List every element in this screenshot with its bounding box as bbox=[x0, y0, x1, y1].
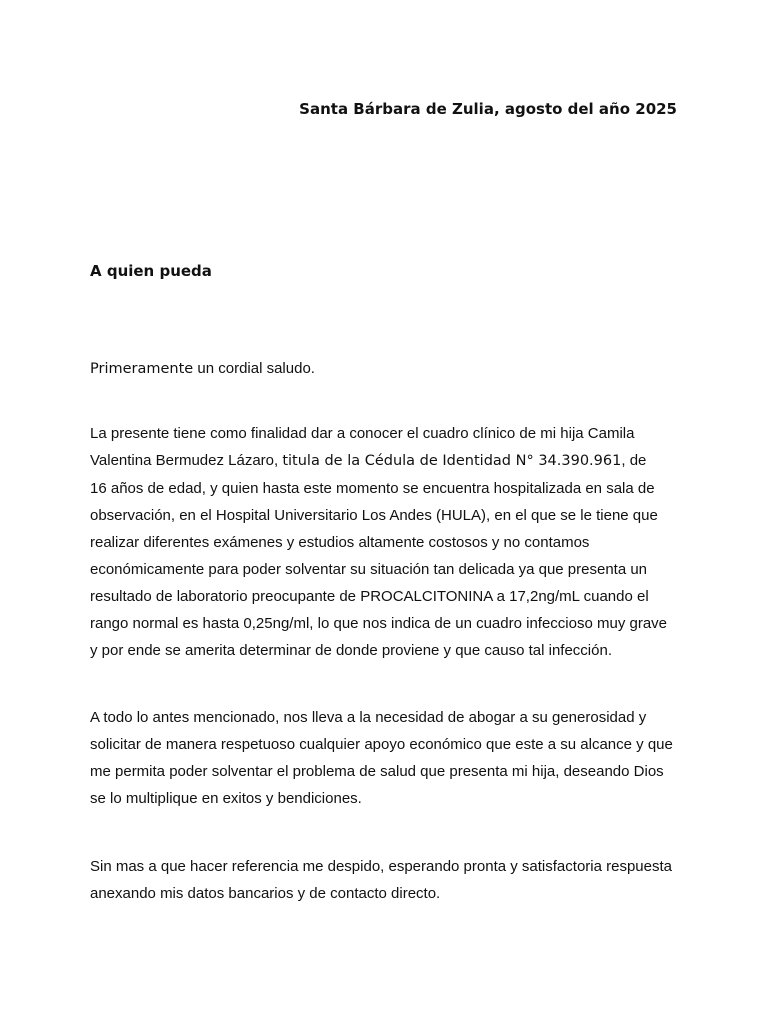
paragraph-line: realizar diferentes exámenes y estudios altamente costosos y no contamos bbox=[90, 534, 590, 551]
paragraph-line: 16 años de edad, y quien hasta este momento se encuentra hospitalizada en sala de bbox=[90, 480, 655, 497]
paragraph-line bbox=[90, 447, 680, 475]
paragraph-line: anexando mis datos bancarios y de contacto directo. bbox=[90, 885, 441, 902]
clinical-paragraph bbox=[90, 420, 680, 664]
paragraph-line: A todo lo antes mencionado, nos lleva a la necesidad de abogar a su generosidad y bbox=[90, 709, 647, 726]
line-tail: , de bbox=[621, 452, 647, 469]
greeting-line bbox=[90, 355, 680, 383]
greeting-rest: un cordial saludo. bbox=[193, 360, 315, 377]
greeting-word: Primeramente bbox=[90, 361, 194, 377]
paragraph-line: rango normal es hasta 0,25ng/ml, lo que nos indica de un cuadro infeccioso muy grave bbox=[90, 615, 668, 632]
patient-name: Valentina Bermudez Lázaro, bbox=[90, 452, 283, 469]
paragraph-line: solicitar de manera respetuoso cualquier apoyo económico que este a su alcance y que bbox=[90, 736, 673, 753]
letter-salutation: A quien pueda bbox=[90, 262, 212, 280]
paragraph-line: resultado de laboratorio preocupante de PROCALCITONINA a 17,2ng/mL cuando el bbox=[90, 588, 649, 605]
paragraph-line: observación, en el Hospital Universitario Los Andes (HULA), en el que se le tiene que bbox=[90, 507, 658, 524]
paragraph-line: me permita poder solventar el problema de salud que presenta mi hija, deseando Dios bbox=[90, 763, 664, 780]
paragraph-line: y por ende se amerita determinar de donde proviene y que causo tal infección. bbox=[90, 642, 612, 659]
paragraph-line: La presente tiene como finalidad dar a conocer el cuadro clínico de mi hija Camila bbox=[90, 425, 635, 442]
closing-paragraph bbox=[90, 853, 680, 907]
paragraph-line: se lo multiplique en exitos y bendiciones. bbox=[90, 790, 362, 807]
paragraph-line: Sin mas a que hacer referencia me despido, esperando pronta y satisfactoria respuesta bbox=[90, 858, 672, 875]
letter-dateline: Santa Bárbara de Zulia, agosto del año 2025 bbox=[299, 100, 677, 118]
request-paragraph bbox=[90, 704, 680, 812]
id-number-text: titula de la Cédula de Identidad N° 34.390.961 bbox=[282, 453, 622, 469]
greeting-paragraph bbox=[90, 355, 680, 383]
paragraph-line: económicamente para poder solventar su situación tan delicada ya que presenta un bbox=[90, 561, 648, 578]
